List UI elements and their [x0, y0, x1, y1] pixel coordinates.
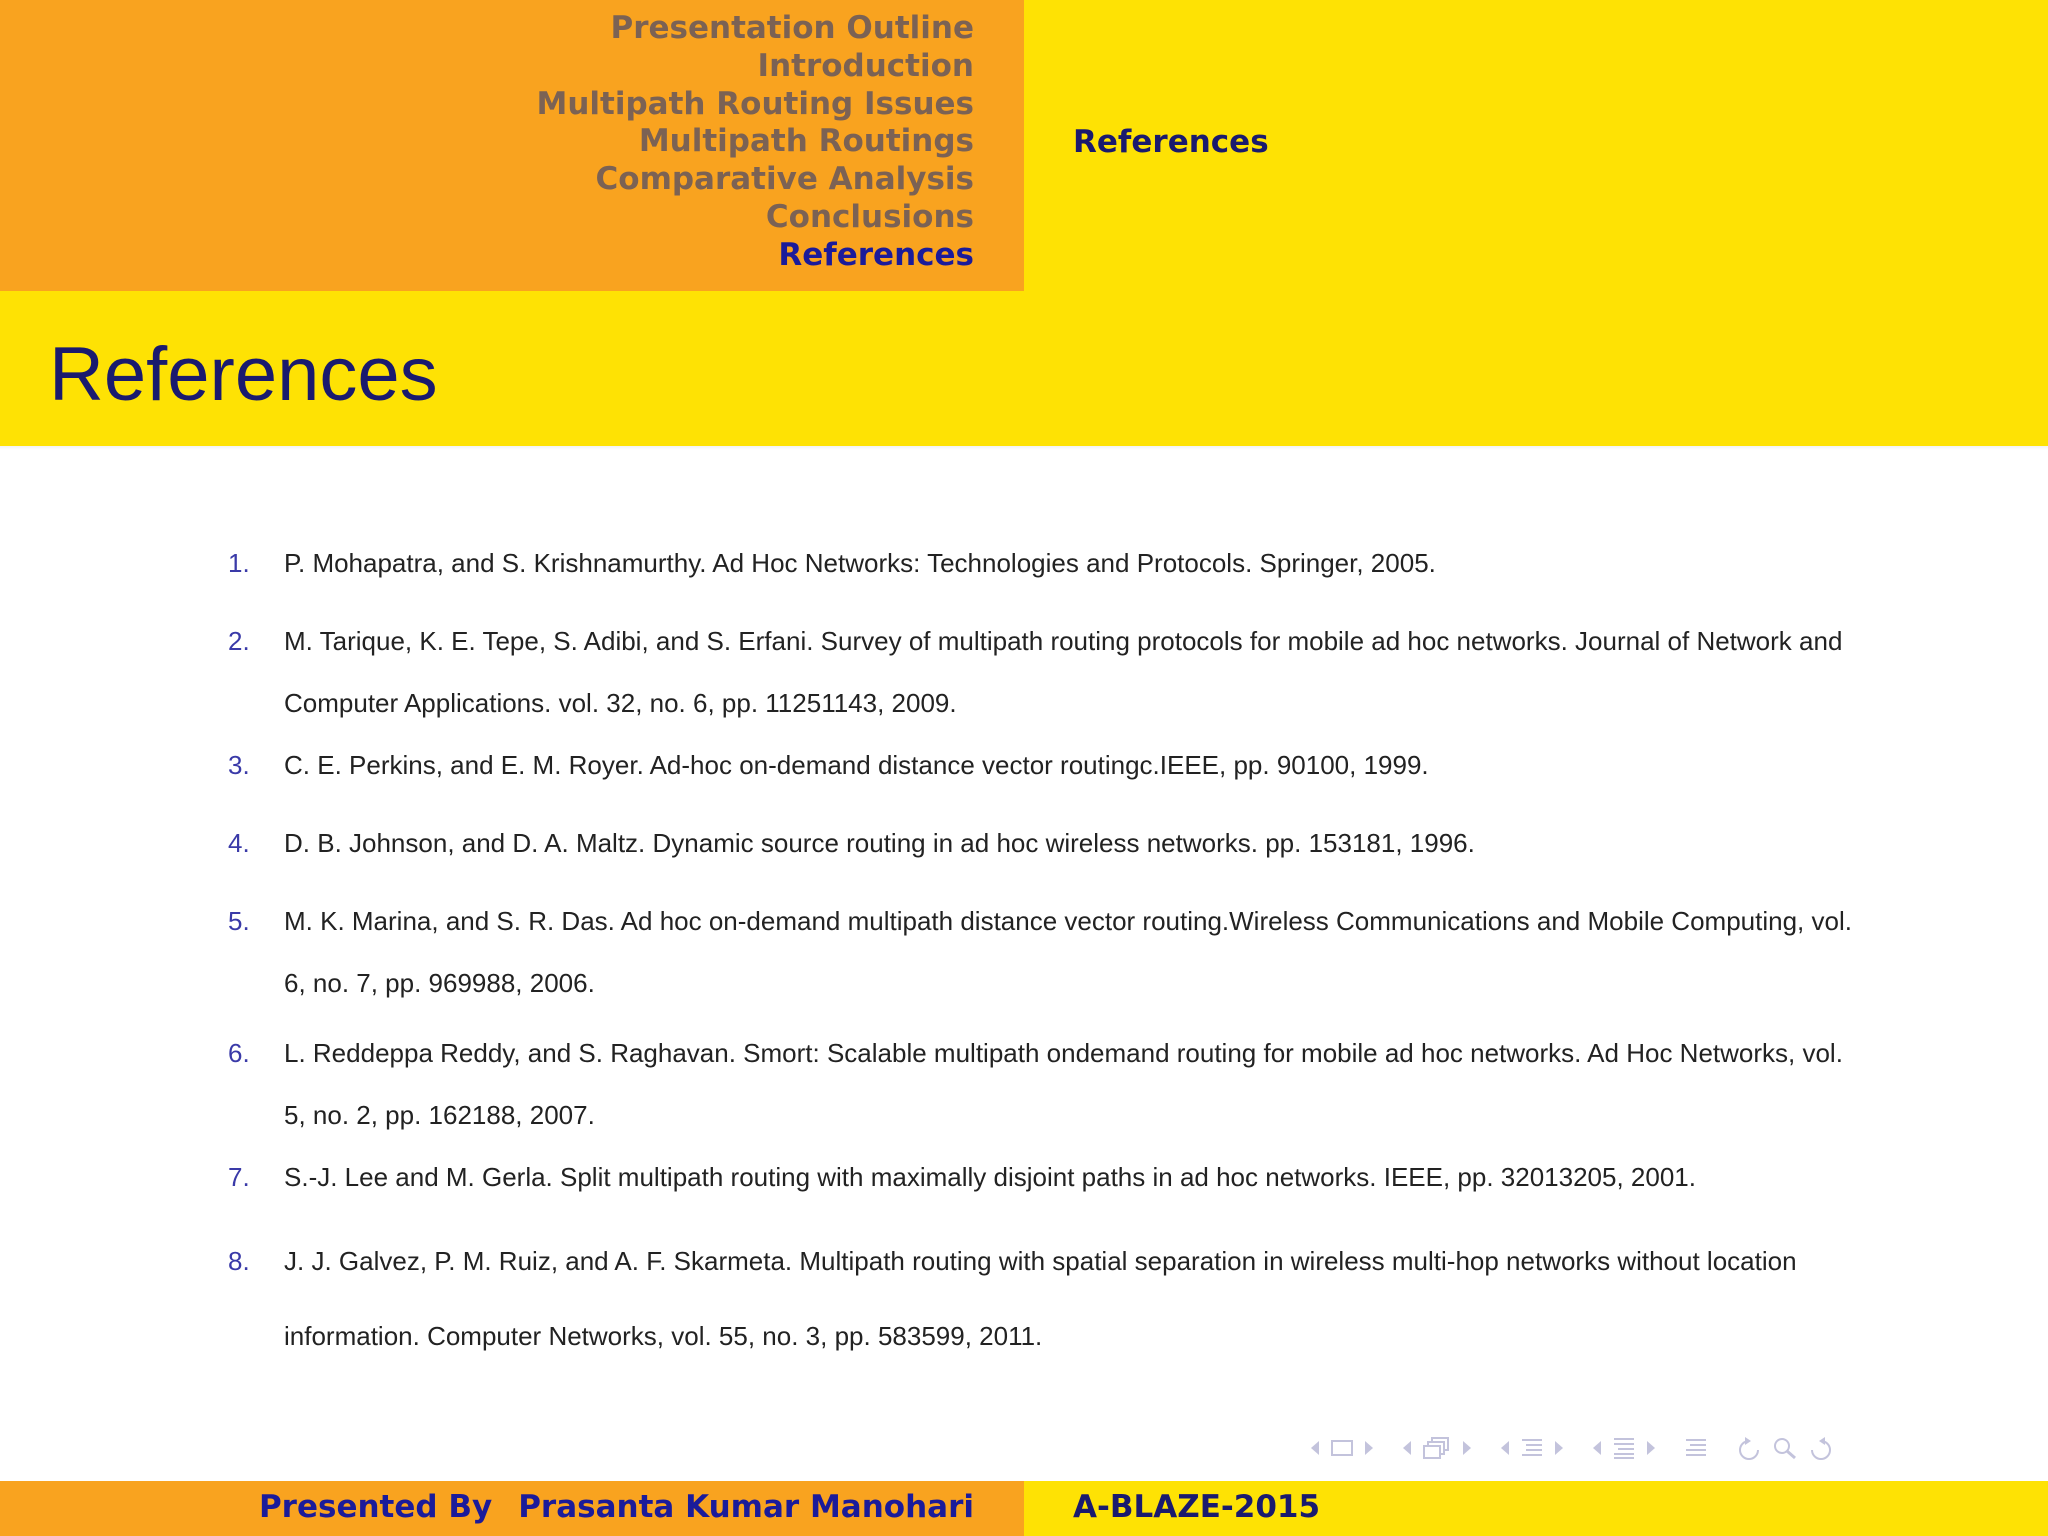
footer-presenter-panel [0, 1481, 1024, 1536]
reference-text: L. Reddeppa Reddy, and S. Raghavan. Smort: Scalable multipath ondemand routing for mobile ad hoc networks. Ad Hoc Networks, vol. 5, no. 2, pp. 162188, 2007. [284, 1038, 1843, 1130]
reference-number: 2. [228, 626, 250, 656]
header-section-panel [1024, 0, 2048, 291]
prev-arrow-icon[interactable] [1402, 1440, 1412, 1456]
section-navigation[interactable] [1500, 1436, 1564, 1460]
forward-icon[interactable] [1808, 1436, 1834, 1460]
reference-number: 6. [228, 1038, 250, 1068]
subsection-navigation[interactable] [1402, 1436, 1472, 1460]
reference-number: 1. [228, 548, 250, 578]
reference-text: C. E. Perkins, and E. M. Royer. Ad-hoc on-demand distance vector routingc.IEEE, pp. 90100, 1999. [284, 750, 1429, 780]
current-section-label: References [1073, 124, 1269, 160]
next-arrow-icon[interactable] [1646, 1440, 1656, 1456]
presenter-name: Prasanta Kumar Manohari [518, 1489, 974, 1525]
reference-number: 4. [228, 828, 250, 858]
title-bar [0, 291, 2048, 446]
outline-item-multipath-routings[interactable]: Multipath Routings [638, 123, 974, 160]
prev-arrow-icon[interactable] [1500, 1440, 1510, 1456]
history-search-navigation[interactable] [1736, 1436, 1834, 1460]
reference-text: P. Mohapatra, and S. Krishnamurthy. Ad Hoc Networks: Technologies and Protocols. Springer, 2005. [284, 548, 1436, 578]
reference-item [228, 742, 1868, 788]
next-arrow-icon[interactable] [1462, 1440, 1472, 1456]
prev-arrow-icon[interactable] [1592, 1440, 1602, 1456]
reference-item [228, 1224, 1868, 1374]
reference-number: 7. [228, 1162, 250, 1192]
next-arrow-icon[interactable] [1364, 1440, 1374, 1456]
reference-item [228, 1022, 1868, 1146]
reference-number: 5. [228, 906, 250, 936]
search-icon[interactable] [1772, 1436, 1798, 1460]
reference-text: D. B. Johnson, and D. A. Maltz. Dynamic source routing in ad hoc wireless networks. pp. 153181, 1996. [284, 828, 1475, 858]
frame-icon [1330, 1439, 1354, 1457]
toc-navigation[interactable] [1684, 1436, 1708, 1460]
presenter-line [259, 1489, 974, 1525]
reference-item [228, 610, 1868, 734]
frame-navigation[interactable] [1310, 1439, 1374, 1457]
footer-conference-panel [1024, 1481, 2048, 1536]
prev-arrow-icon[interactable] [1310, 1440, 1320, 1456]
reference-item [228, 890, 1868, 1014]
reference-number: 8. [228, 1246, 250, 1276]
slide-group-navigation[interactable] [1592, 1436, 1656, 1460]
outline-item-references[interactable]: References [778, 236, 974, 273]
outline-item-comparative-analysis[interactable]: Comparative Analysis [595, 161, 974, 198]
reference-list [228, 540, 1868, 1374]
back-icon[interactable] [1736, 1436, 1762, 1460]
outline-item-introduction[interactable]: Introduction [757, 47, 974, 84]
section-outline [537, 10, 975, 275]
reference-text: M. K. Marina, and S. R. Das. Ad hoc on-demand multipath distance vector routing.Wireless Communications and Mobile Computing, vol. 6, no. 7, pp. 969988, 2006. [284, 906, 1852, 998]
header-outline-panel [0, 0, 1024, 291]
reference-text: S.-J. Lee and M. Gerla. Split multipath routing with maximally disjoint paths in ad hoc networks. IEEE, pp. 32013205, 2001. [284, 1162, 1696, 1192]
reference-item [228, 820, 1868, 866]
slide-title: References [49, 332, 438, 417]
reference-text: J. J. Galvez, P. M. Ruiz, and A. F. Skarmeta. Multipath routing with spatial separation in wireless multi-hop networks without location information. Computer Networks, vol. 55, no. 3, pp. 583599, 2011. [284, 1246, 1797, 1351]
beamer-navigation-bar [1310, 1430, 2040, 1466]
reference-item [228, 1154, 1868, 1200]
conference-name: A-BLAZE-2015 [1073, 1489, 1321, 1525]
outline-item-multipath-routing-issues[interactable]: Multipath Routing Issues [536, 85, 974, 122]
slides-icon [1612, 1436, 1636, 1460]
outline-item-conclusions[interactable]: Conclusions [765, 198, 974, 235]
section-icon [1520, 1436, 1544, 1460]
toc-icon[interactable] [1684, 1436, 1708, 1460]
next-arrow-icon[interactable] [1554, 1440, 1564, 1456]
reference-item [228, 540, 1868, 586]
outline-item-presentation-outline[interactable]: Presentation Outline [610, 10, 974, 46]
subsection-icon [1422, 1436, 1452, 1460]
reference-number: 3. [228, 750, 250, 780]
presented-by-label: Presented By [258, 1489, 493, 1525]
reference-text: M. Tarique, K. E. Tepe, S. Adibi, and S. Erfani. Survey of multipath routing protocols for mobile ad hoc networks. Journal of Network and Computer Applications. vol. 32, no. 6, pp. 11251143, 2009. [284, 626, 1843, 718]
